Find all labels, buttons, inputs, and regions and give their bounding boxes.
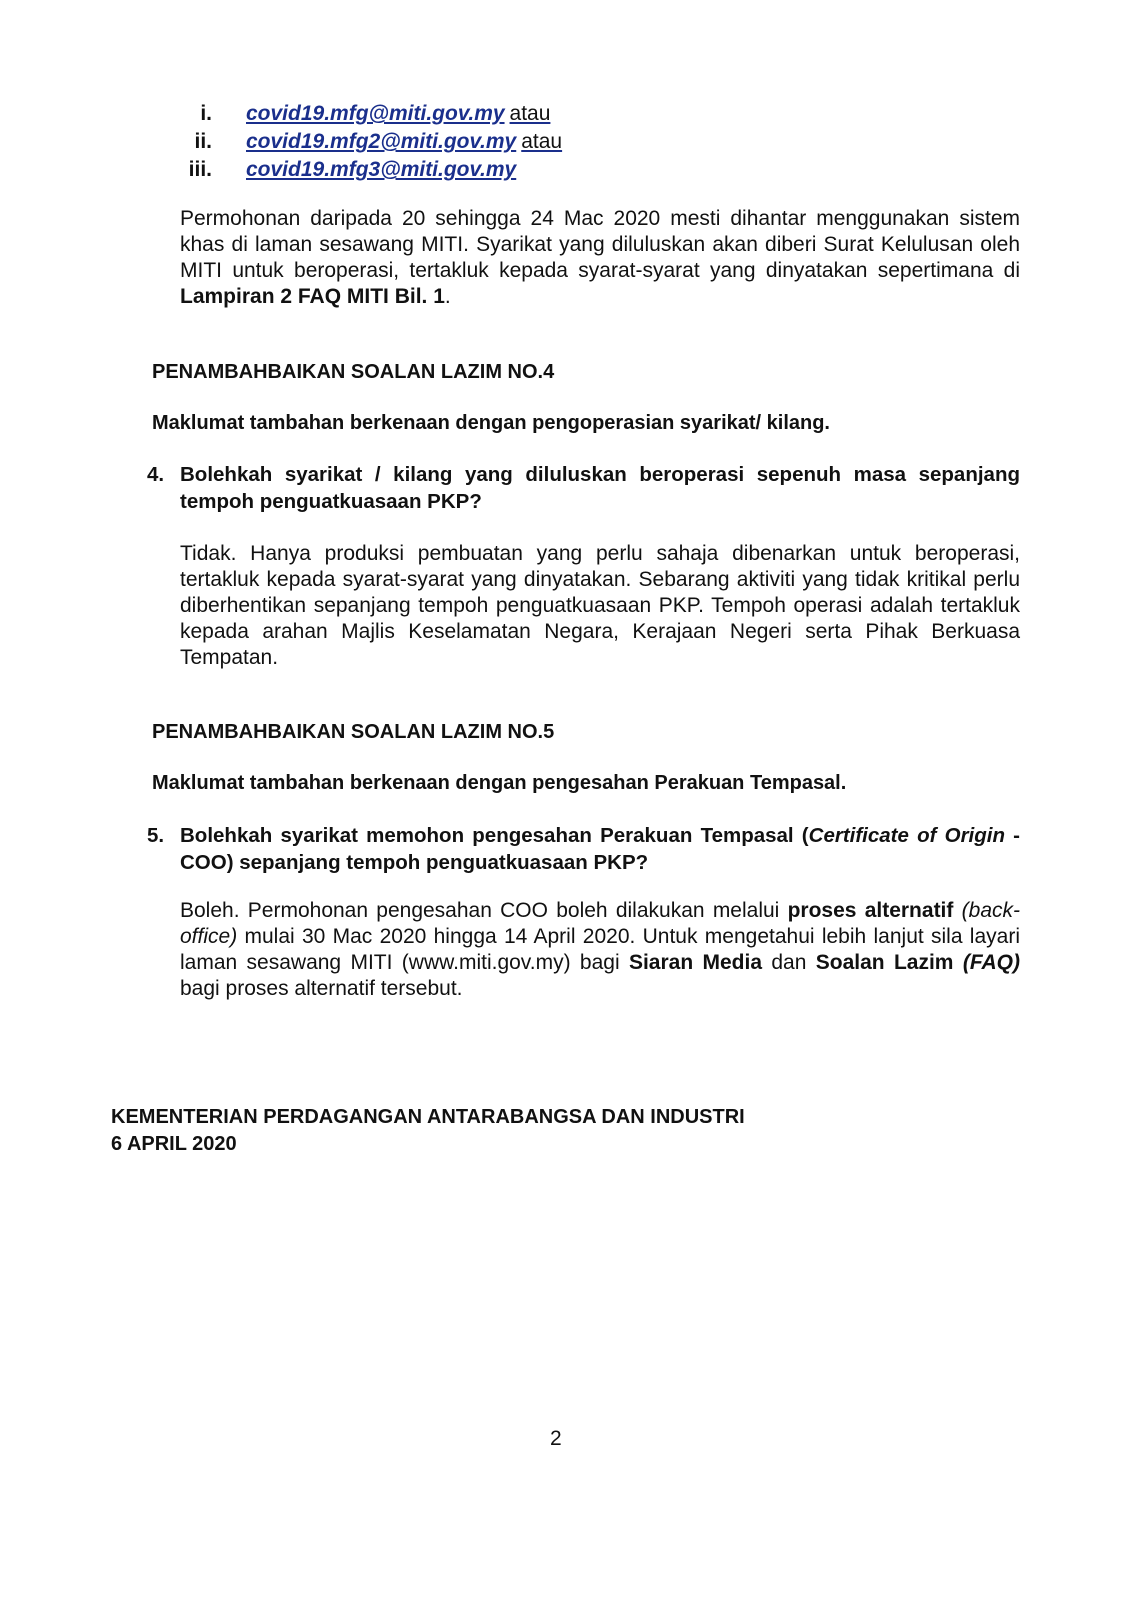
section5-question: 5. Bolehkah syarikat memohon pengesahan Perakuan Tempasal (Certificate of Origin - COO) sepanjang tempoh penguatkuasaan PKP? <box>147 824 1020 874</box>
list-numeral: i. <box>200 102 212 125</box>
section4-subheading: Maklumat tambahan berkenaan dengan pengoperasian syarikat/ kilang. <box>152 412 830 434</box>
email-link[interactable]: covid19.mfg3@miti.gov.my <box>246 158 517 181</box>
list-numeral: ii. <box>194 130 212 153</box>
intro-bold-reference: Lampiran 2 FAQ MITI Bil. 1 <box>180 285 445 308</box>
email-link[interactable]: covid19.mfg2@miti.gov.my atau <box>246 130 563 153</box>
question-number: 4. <box>147 463 165 486</box>
section4-question: 4. Bolehkah syarikat / kilang yang diluluskan beroperasi sepenuh masa sepanjang tempoh penguatkuasaan PKP? <box>147 463 1020 513</box>
section4-answer: Tidak. Hanya produksi pembuatan yang perlu sahaja dibenarkan untuk beroperasi, tertakluk kepada syarat-syarat yang dinyatakan. Sebarang aktiviti yang tidak kritikal perlu diberhentikan sepanjang tempoh penguatkuasaan PKP. Tempoh operasi adalah tertakluk kepada arahan Majlis Keselamatan Negara, Kerajaan Negeri serta Pihak Berkuasa Tempatan. <box>180 542 1020 669</box>
intro-paragraph: Permohonan daripada 20 sehingga 24 Mac 2020 mesti dihantar menggunakan sistem khas di laman sesawang MITI. Syarikat yang diluluskan akan diberi Surat Kelulusan oleh MITI untuk beroperasi, tertakluk kepada syarat-syarat yang dinyatakan sepertimana di Lampiran 2 FAQ MITI Bil. 1. <box>180 207 1020 308</box>
section5-answer: Boleh. Permohonan pengesahan COO boleh dilakukan melalui proses alternatif (back-office) mulai 30 Mac 2020 hingga 14 April 2020. Untuk mengetahui lebih lanjut sila layari laman sesawang MITI (www.miti.gov.my) bagi Siaran Media dan Soalan Lazim (FAQ) bagi proses alternatif tersebut. <box>180 899 1020 1000</box>
section5-subheading: Maklumat tambahan berkenaan dengan pengesahan Perakuan Tempasal. <box>152 772 847 794</box>
footer-block <box>111 1104 745 1158</box>
section5-heading: PENAMBAHBAIKAN SOALAN LAZIM NO.5 <box>152 721 555 743</box>
question-number: 5. <box>147 824 165 847</box>
email-link[interactable]: covid19.mfg@miti.gov.my atau <box>246 102 551 125</box>
email-suffix: atau <box>509 102 551 125</box>
section4-heading: PENAMBAHBAIKAN SOALAN LAZIM NO.4 <box>152 361 555 383</box>
page-number: 2 <box>550 1427 562 1450</box>
email-suffix: atau <box>521 130 563 153</box>
document-date: 6 APRIL 2020 <box>111 1133 237 1155</box>
list-numeral: iii. <box>188 158 212 181</box>
ministry-name: KEMENTERIAN PERDAGANGAN ANTARABANGSA DAN INDUSTRI <box>111 1106 745 1128</box>
